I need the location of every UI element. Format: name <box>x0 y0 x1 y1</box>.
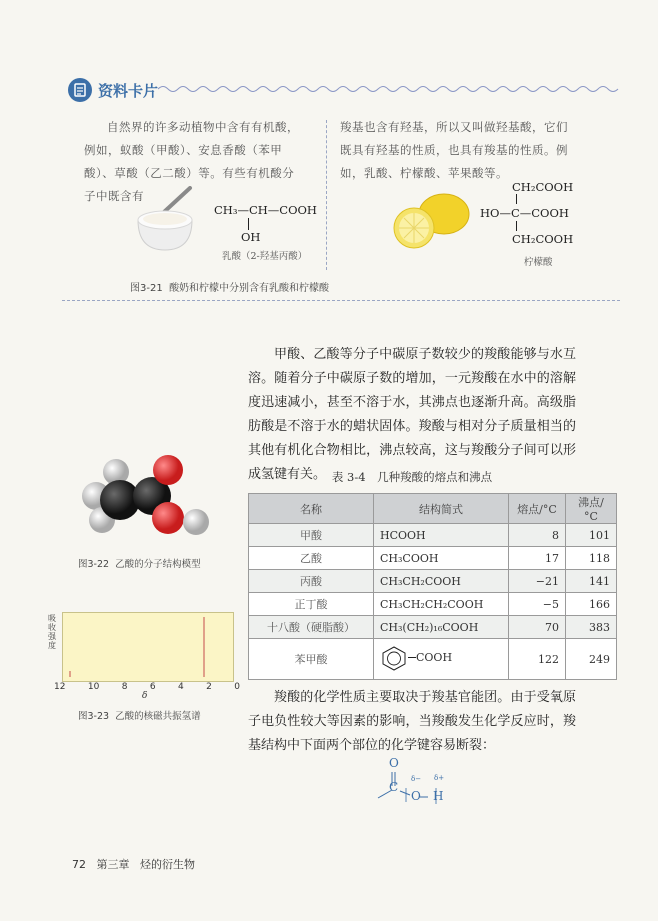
carboxyl-h: H <box>433 789 444 803</box>
nmr-tick: 8 <box>121 682 128 692</box>
nmr-peak-low <box>69 671 71 677</box>
mp-cell: 17 <box>509 547 566 570</box>
document-icon <box>68 78 92 102</box>
nmr-tick: 2 <box>206 682 212 692</box>
page-footer <box>72 856 195 872</box>
card-right-text: 羧基也含有羟基，所以又叫做羟基酸，它们既具有羟基的性质，也具有羧基的性质。例如，乳酸、柠檬酸、苹果酸等。 <box>340 120 568 180</box>
formula-cell: CH₃COOH <box>374 547 509 570</box>
card-left-text: 自然界的许多动植物中含有有机酸，例如，蚁酸（甲酸）、安息香酸（苯甲酸）、草酸（乙二酸）等。有些有机酸分子中既含有 <box>84 120 299 203</box>
bp-cell: 249 <box>566 639 617 680</box>
citric-bond-top <box>516 194 517 204</box>
acid-table <box>248 493 617 680</box>
benzoic-group: COOH <box>416 651 453 664</box>
mp-cell: −5 <box>509 593 566 616</box>
table-row <box>249 593 617 616</box>
citric-row-3: CH₂COOH <box>512 232 574 246</box>
carboxyl-o: O <box>411 789 421 803</box>
chapter-title: 烃的衍生物 <box>140 858 195 871</box>
name-cell: 十八酸（硬脂酸） <box>249 616 374 639</box>
formula-cell: CH₃CH₂CH₂COOH <box>374 593 509 616</box>
info-card-title: 资料卡片 <box>98 81 159 100</box>
figure-3-23-caption <box>78 708 201 722</box>
nmr-tick: 12 <box>54 682 66 692</box>
carboxyl-c: C <box>389 780 399 794</box>
figure-3-22-caption <box>78 556 201 570</box>
citric-row-1: CH₂COOH <box>512 180 574 194</box>
figure-number: 图3-21 <box>130 283 163 294</box>
figure-caption-text: 酸奶和柠檬中分别含有乳酸和柠檬酸 <box>169 283 330 294</box>
mp-cell: 70 <box>509 616 566 639</box>
formula-cell: HCOOH <box>374 524 509 547</box>
delta-plus: δ+ <box>434 774 445 782</box>
chapter-number: 第三章 <box>96 858 130 871</box>
nmr-tick: 6 <box>149 682 156 692</box>
figure-number: 图3-22 <box>78 559 110 570</box>
header-cell: 结构简式 <box>374 494 509 524</box>
figure-caption-text: 乙酸的分子结构模型 <box>115 559 201 570</box>
carboxyl-o-top: O <box>389 756 399 770</box>
card-bottom-border <box>62 300 620 301</box>
table-row <box>249 547 617 570</box>
nmr-spectrum-plot <box>62 612 234 682</box>
page-number: 72 <box>72 858 86 871</box>
bp-cell: 141 <box>566 570 617 593</box>
formula-cell: CH₃(CH₂)₁₆COOH <box>374 616 509 639</box>
table-header-row <box>249 494 617 524</box>
lactic-acid-caption: 乳酸（2-羟基丙酸） <box>222 251 308 262</box>
citric-row-2: HO—C—COOH <box>480 206 569 220</box>
table-row <box>249 639 617 680</box>
bp-cell: 383 <box>566 616 617 639</box>
table-row <box>249 524 617 547</box>
info-card-header <box>68 78 158 102</box>
paragraph-1: 甲酸、乙酸等分子中碳原子数较少的羧酸能够与水互溶。随着分子中碳原子数的增加，一元羧酸在水中的溶解度迅速减小，甚至不溶于水，其沸点也逐渐升高。高级脂肪酸是不溶于水的蜡状固体。羧酸与相对分子质量相当的其他有机化合物相比，沸点较高，这与羧酸分子间可以形成氢键有关。 <box>248 347 576 482</box>
lactic-acid-oh: OH <box>241 230 261 244</box>
lemon-image <box>392 190 472 252</box>
nmr-tick: 0 <box>234 682 240 692</box>
mp-cell: 122 <box>509 639 566 680</box>
nmr-tick: 10 <box>87 682 100 692</box>
benzene-ring-icon <box>380 645 408 671</box>
delta-minus: δ− <box>411 775 422 783</box>
citric-bond-bottom <box>516 221 517 231</box>
name-cell: 甲酸 <box>249 524 374 547</box>
lactic-bond <box>248 218 249 230</box>
formula-cell: CH₃CH₂COOH <box>374 570 509 593</box>
yogurt-image <box>134 186 196 256</box>
nmr-tick: 4 <box>177 682 184 692</box>
bp-cell: 101 <box>566 524 617 547</box>
table-row <box>249 616 617 639</box>
figure-number: 图3-23 <box>78 711 110 722</box>
acetic-acid-molecule-model <box>72 452 212 546</box>
benzene-bond <box>408 657 416 658</box>
name-cell: 苯甲酸 <box>249 639 374 680</box>
bp-cell: 118 <box>566 547 617 570</box>
formula-cell <box>374 639 509 680</box>
header-cell: 熔点/°C <box>509 494 566 524</box>
nmr-x-label: δ <box>142 691 148 701</box>
bp-cell: 166 <box>566 593 617 616</box>
table-row <box>249 570 617 593</box>
citric-acid-caption: 柠檬酸 <box>524 257 553 268</box>
header-cell: 名称 <box>249 494 374 524</box>
name-cell: 乙酸 <box>249 547 374 570</box>
wavy-divider <box>158 84 620 94</box>
figure-3-21-caption <box>130 279 329 294</box>
figure-caption-text: 乙酸的核磁共振氢谱 <box>115 711 201 722</box>
nmr-peak-high <box>203 617 205 677</box>
nmr-y-label: 吸收强度 <box>48 614 56 650</box>
mp-cell: −21 <box>509 570 566 593</box>
column-divider <box>326 120 328 270</box>
table-title: 表 3-4 几种羧酸的熔点和沸点 <box>331 470 493 484</box>
header-cell: 沸点/°C <box>566 494 617 524</box>
name-cell: 正丁酸 <box>249 593 374 616</box>
name-cell: 丙酸 <box>249 570 374 593</box>
lactic-acid-formula: CH₃—CH—COOH <box>214 203 317 217</box>
paragraph-2: 羧酸的化学性质主要取决于羧基官能团。由于受氧原子电负性较大等因素的影响，当羧酸发生化学反应时，羧基结构中下面两个部位的化学键容易断裂： <box>248 690 576 753</box>
mp-cell: 8 <box>509 524 566 547</box>
